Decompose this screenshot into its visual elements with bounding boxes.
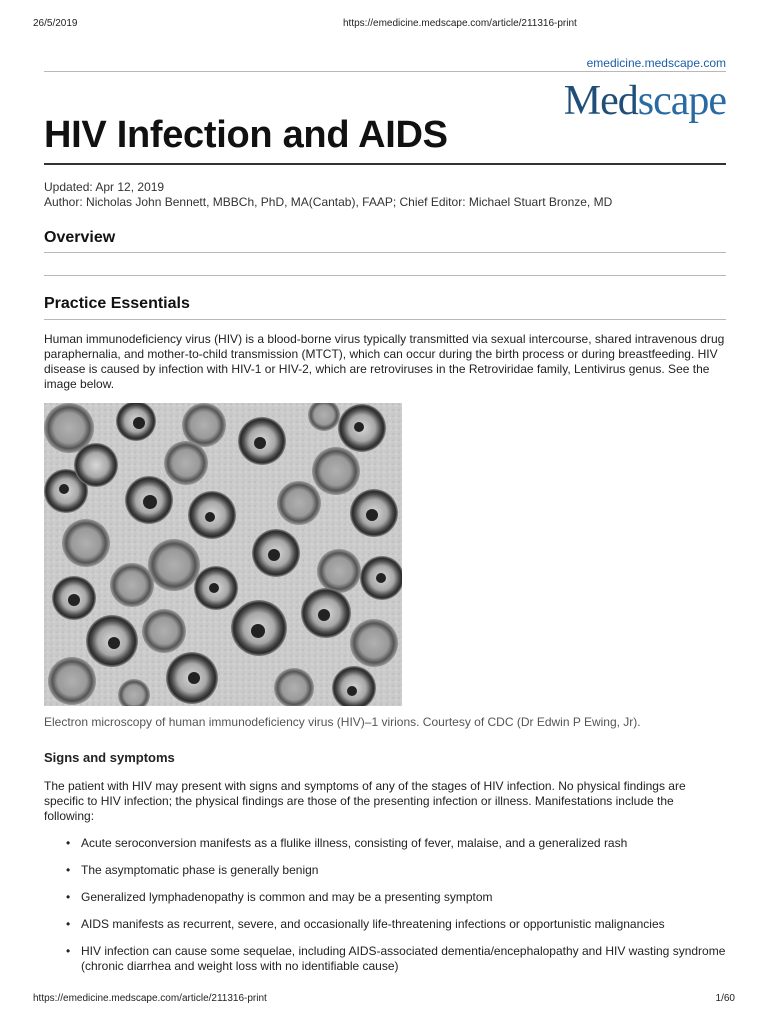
logo-part-scape: scape [637, 78, 726, 124]
practice-essentials-paragraph: Human immunodeficiency virus (HIV) is a blood-borne virus typically transmitted via sexual intercourse, shared intravenous drug paraphernalia, and mother-to-child transmission (MTCT), which can occur during the birth process or during breastfeeding. HIV disease is caused by infection with HIV-1 or HIV-2, which are retroviruses in the Retroviridae family, Lentivirus genus. See the image below. [44, 332, 725, 391]
list-item: • HIV infection can cause some sequelae, including AIDS-associated dementia/encephalopathy and HIV wasting syndrome (chronic diarrhea and weight loss with no identifiable cause) [66, 944, 726, 974]
article-meta [44, 180, 612, 210]
section-heading-practice-essentials: Practice Essentials [44, 295, 190, 312]
image-caption: Electron microscopy of human immunodeficiency virus (HIV)–1 virions. Courtesy of CDC (Dr Edwin P Ewing, Jr). [44, 715, 641, 729]
updated-date: Updated: Apr 12, 2019 [44, 180, 165, 194]
print-header [33, 18, 735, 32]
divider [44, 275, 726, 276]
site-link[interactable]: emedicine.medscape.com [586, 56, 726, 70]
section-heading-signs-and-symptoms: Signs and symptoms [44, 750, 175, 765]
page-title: HIV Infection and AIDS [44, 114, 448, 156]
divider [44, 71, 726, 72]
signs-paragraph: The patient with HIV may present with signs and symptoms of any of the stages of HIV infection. No physical findings are specific to HIV infection; the physical findings are those of the presenting infection or illness. Manifestations include the following: [44, 779, 686, 823]
symptom-list [66, 836, 726, 986]
divider [44, 319, 726, 320]
list-item: • Generalized lymphadenopathy is common and may be a presenting symptom [66, 890, 726, 905]
hiv-micrograph-image[interactable] [44, 403, 402, 706]
print-url: https://emedicine.medscape.com/article/211316-print [343, 18, 577, 29]
micrograph-graphic [44, 403, 402, 706]
print-date: 26/5/2019 [33, 18, 78, 29]
title-divider [44, 163, 726, 165]
list-item: • Acute seroconversion manifests as a flulike illness, consisting of fever, malaise, and a generalized rash [66, 836, 726, 851]
logo-part-med: Med [563, 78, 638, 124]
print-footer [33, 993, 735, 1007]
section-heading-overview: Overview [44, 229, 116, 246]
footer-url: https://emedicine.medscape.com/article/211316-print [33, 993, 267, 1004]
list-item: • The asymptomatic phase is generally benign [66, 863, 726, 878]
page-number: 1/60 [715, 993, 735, 1004]
divider [44, 252, 726, 253]
author-line: Author: Nicholas John Bennett, MBBCh, PhD, MA(Cantab), FAAP; Chief Editor: Michael Stuart Bronze, MD [44, 195, 613, 209]
list-item: • AIDS manifests as recurrent, severe, and occasionally life-threatening infections or opportunistic malignancies [66, 917, 726, 932]
medscape-logo [564, 78, 726, 124]
